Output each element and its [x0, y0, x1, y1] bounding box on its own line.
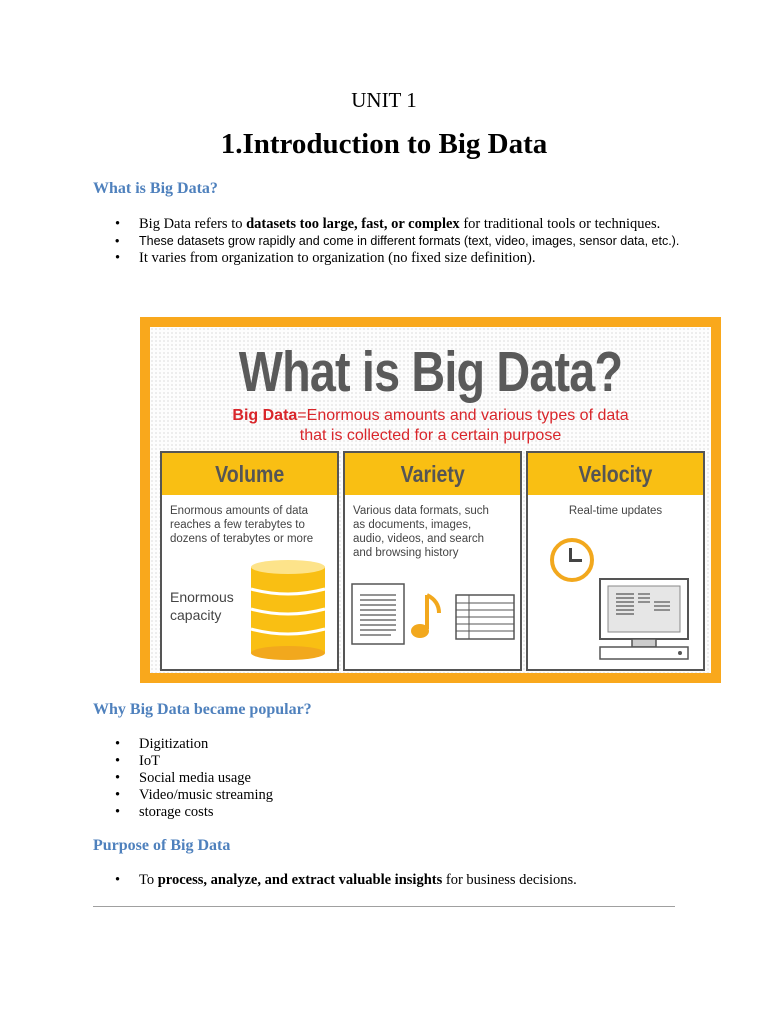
volume-title: Volume [214, 461, 285, 487]
variety-panel [343, 451, 522, 671]
list-item: • It varies from organization to organization (no fixed size definition). [93, 250, 683, 267]
velocity-panel [526, 451, 705, 671]
clock-icon [550, 538, 594, 582]
page-title: 1.Introduction to Big Data [220, 128, 548, 160]
database-icon [248, 559, 328, 661]
bold-text: process, analyze, and extract valuable insights [157, 872, 443, 888]
computer-icon [598, 577, 690, 663]
list-item: • Social media usage [93, 770, 683, 787]
music-note-icon [409, 593, 443, 643]
what-is-list [93, 216, 683, 267]
purpose-list [93, 872, 683, 889]
text-line: Enormous [170, 589, 234, 605]
text-line: Real-time updates [568, 505, 663, 517]
text: Big Data refers to [139, 216, 247, 232]
list-item: • IoT [93, 753, 683, 770]
variety-text [353, 504, 515, 560]
bold-text: datasets too large, fast, or complex [246, 216, 460, 232]
infographic-canvas [150, 327, 711, 673]
subtitle-line-2: that is collected for a certain purpose [299, 427, 562, 444]
velocity-title: Velocity [578, 461, 653, 487]
text-line: as documents, images, [353, 519, 472, 531]
list-item [93, 872, 683, 889]
list-item: • storage costs [93, 804, 683, 821]
unit-label: UNIT 1 [351, 88, 417, 112]
text-line: dozens of terabytes or more [170, 533, 314, 545]
volume-text [170, 504, 332, 546]
capacity-label [170, 588, 234, 624]
infographic-subtitle [150, 406, 711, 446]
list-item: • Digitization [93, 736, 683, 753]
section-heading-purpose: Purpose of Big Data [93, 837, 231, 854]
big-data-infographic [140, 317, 721, 683]
text-line: and browsing history [353, 547, 459, 559]
spreadsheet-icon [455, 594, 515, 640]
text-line: Enormous amounts of data [170, 505, 309, 517]
section-heading-what-is: What is Big Data? [93, 180, 218, 197]
horizontal-rule [93, 906, 675, 907]
subtitle-line-1: =Enormous amounts and various types of data [297, 407, 629, 424]
text: To [139, 872, 158, 888]
subtitle-bold: Big Data [232, 407, 298, 424]
infographic-title: What is Big Data? [238, 340, 623, 404]
text-line: audio, videos, and search [353, 533, 485, 545]
list-item: • Video/music streaming [93, 787, 683, 804]
variety-title: Variety [400, 461, 465, 487]
variety-header [345, 453, 520, 495]
text: for traditional tools or techniques. [459, 216, 661, 232]
text-line: reaches a few terabytes to [170, 519, 305, 531]
text-line: capacity [170, 607, 222, 623]
volume-panel [160, 451, 339, 671]
why-popular-list [93, 736, 683, 821]
list-item: • These datasets grow rapidly and come in different formats (text, video, images, sensor data, etc.). [93, 233, 683, 249]
text-line: Various data formats, such [353, 505, 489, 517]
section-heading-why-popular: Why Big Data became popular? [93, 701, 312, 718]
document-icon [351, 583, 405, 645]
list-item [93, 216, 683, 233]
velocity-header [528, 453, 703, 495]
volume-header [162, 453, 337, 495]
text: for business decisions. [442, 872, 577, 888]
velocity-text [528, 504, 703, 518]
